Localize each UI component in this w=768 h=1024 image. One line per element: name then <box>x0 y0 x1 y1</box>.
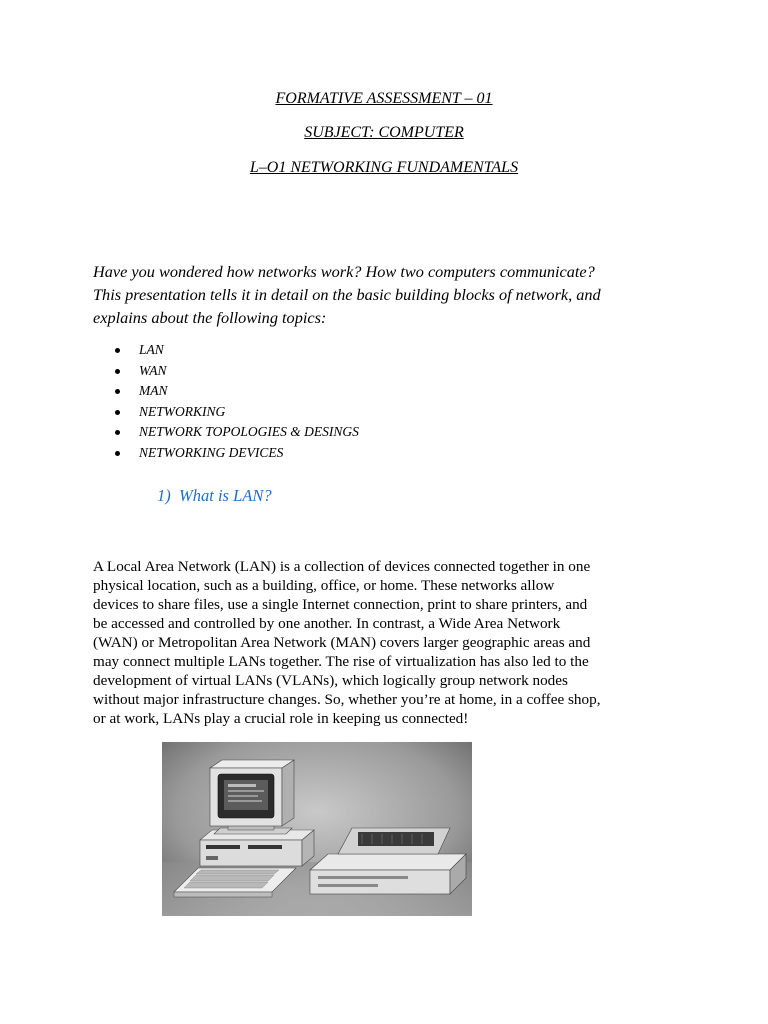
section-number: 1) <box>157 486 171 505</box>
computer-and-printer-photo <box>162 742 472 916</box>
section-title-text: What is LAN? <box>179 486 272 505</box>
topic-label: WAN <box>139 362 167 378</box>
topic-label: MAN <box>139 383 168 399</box>
topic-title: L–O1 NETWORKING FUNDAMENTALS <box>249 159 519 176</box>
assessment-title: FORMATIVE ASSESSMENT – 01 <box>275 90 493 107</box>
body-line: devices to share files, use a single Internet connection, print to share printers, and <box>93 596 588 613</box>
topic-item <box>93 443 359 464</box>
bullet-icon <box>115 389 120 394</box>
crt-monitor <box>210 760 294 834</box>
lan-description-paragraph <box>93 557 693 728</box>
bullet-icon <box>115 348 120 353</box>
body-line: or at work, LANs play a crucial role in keeping us connected! <box>93 710 469 727</box>
intro-line: This presentation tells it in detail on the basic building blocks of network, and <box>93 285 601 304</box>
body-line: development of virtual LANs (VLANs), which logically group network nodes <box>93 672 568 689</box>
bullet-icon <box>115 430 120 435</box>
topic-label: LAN <box>139 342 164 357</box>
topics-list <box>93 340 359 464</box>
intro-paragraph <box>93 260 693 329</box>
topic-item <box>93 422 359 443</box>
bullet-icon <box>115 369 120 374</box>
body-line: physical location, such as a building, office, or home. These networks allow <box>93 577 555 594</box>
system-unit <box>200 830 314 866</box>
topic-label: NETWORKING <box>139 403 226 419</box>
body-line: be accessed and controlled by one another. In contrast, a Wide Area Network <box>93 615 561 632</box>
bullet-icon <box>115 410 120 415</box>
section-heading <box>157 485 272 507</box>
intro-line: Have you wondered how networks work? How two computers communicate? <box>93 262 595 281</box>
intro-line: explains about the following topics: <box>93 308 327 327</box>
topic-item <box>93 402 359 423</box>
bullet-icon <box>115 451 120 456</box>
body-line: may connect multiple LANs together. The rise of virtualization has also led to the <box>93 653 589 670</box>
body-line: A Local Area Network (LAN) is a collection of devices connected together in one <box>93 558 591 575</box>
topic-label: NETWORKING DEVICES <box>139 444 284 460</box>
topic-item <box>93 340 359 361</box>
topic-label: NETWORK TOPOLOGIES & DESINGS <box>139 424 359 440</box>
topic-item <box>93 361 359 382</box>
subject-title: SUBJECT: COMPUTER <box>304 124 464 141</box>
topic-item <box>93 381 359 402</box>
body-line: (WAN) or Metropolitan Area Network (MAN) covers larger geographic areas and <box>93 634 591 651</box>
body-line: without major infrastructure changes. So, whether you’re at home, in a coffee shop, <box>93 691 601 708</box>
